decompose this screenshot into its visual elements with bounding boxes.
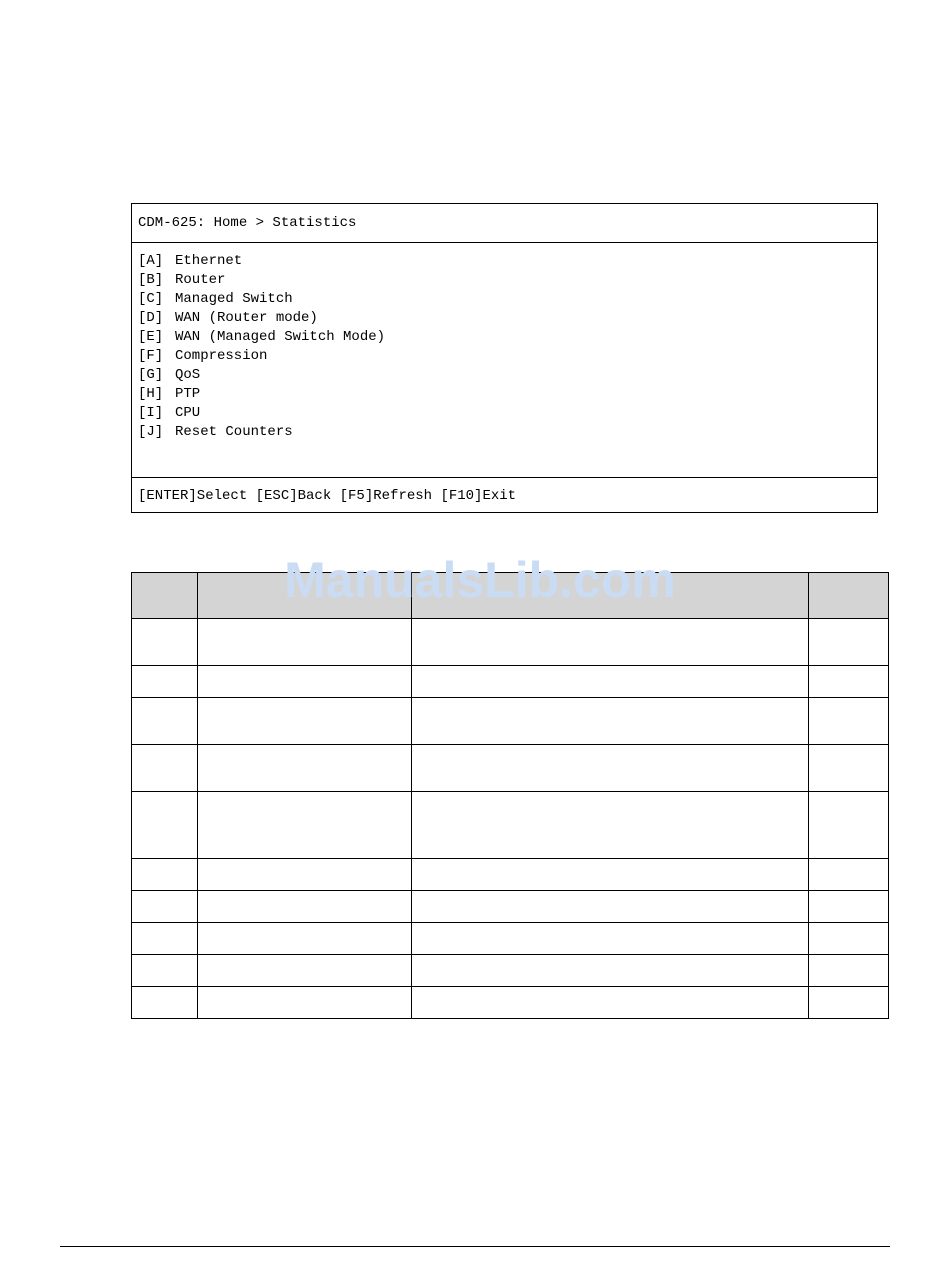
table-header-row xyxy=(132,573,889,619)
menu-item-cpu[interactable] xyxy=(138,404,385,423)
table-cell xyxy=(132,955,198,987)
table-cell xyxy=(132,619,198,666)
terminal-title-bar xyxy=(132,204,877,243)
page-footer-rule xyxy=(60,1246,890,1247)
menu-label: WAN (Router mode) xyxy=(175,310,318,326)
table-row xyxy=(132,698,889,745)
menu-key: [J] xyxy=(138,424,164,440)
table-cell xyxy=(198,792,412,859)
table-cell xyxy=(198,891,412,923)
menu-key: [E] xyxy=(138,329,164,345)
menu-key: [F] xyxy=(138,348,164,364)
table-cell xyxy=(198,619,412,666)
table-cell xyxy=(198,698,412,745)
header-cell xyxy=(412,573,809,619)
table-cell xyxy=(132,698,198,745)
menu-key: [B] xyxy=(138,272,164,288)
menu-key: [G] xyxy=(138,367,164,383)
table-cell xyxy=(809,987,889,1019)
table-row xyxy=(132,619,889,666)
menu-item-wan-managed-switch-mode[interactable] xyxy=(138,328,385,347)
menu-item-managed-switch[interactable] xyxy=(138,290,385,309)
table-cell xyxy=(809,955,889,987)
menu-label: CPU xyxy=(175,405,201,421)
table-cell xyxy=(412,891,809,923)
table-row xyxy=(132,792,889,859)
table-cell xyxy=(412,698,809,745)
table-row xyxy=(132,666,889,698)
table-cell xyxy=(412,745,809,792)
menu-key: [A] xyxy=(138,253,164,269)
table-cell xyxy=(809,698,889,745)
watermark: ManualsLib.com xyxy=(284,552,676,608)
menu-label: Ethernet xyxy=(175,253,243,269)
menu-label: Reset Counters xyxy=(175,424,293,440)
menu-item-reset-counters[interactable] xyxy=(138,423,385,442)
table-cell xyxy=(809,859,889,891)
table-row xyxy=(132,987,889,1019)
header-cell xyxy=(809,573,889,619)
table-cell xyxy=(198,955,412,987)
table-cell xyxy=(412,923,809,955)
menu-key: [C] xyxy=(138,291,164,307)
menu-label: Router xyxy=(175,272,226,288)
table-row xyxy=(132,859,889,891)
breadcrumb: CDM-625: Home > Statistics xyxy=(138,215,357,231)
table-cell xyxy=(198,987,412,1019)
menu-item-ptp[interactable] xyxy=(138,385,385,404)
menu-label: Compression xyxy=(175,348,268,364)
menu-item-wan-router-mode[interactable] xyxy=(138,309,385,328)
table-cell xyxy=(412,987,809,1019)
table-cell xyxy=(132,987,198,1019)
table-cell xyxy=(132,923,198,955)
table-cell xyxy=(412,955,809,987)
table-row xyxy=(132,891,889,923)
menu-item-ethernet[interactable] xyxy=(138,252,385,271)
key-help-text: [ENTER]Select [ESC]Back [F5]Refresh [F10]Exit xyxy=(138,488,517,504)
table-row xyxy=(132,745,889,792)
menu-label: Managed Switch xyxy=(175,291,293,307)
terminal-screen xyxy=(131,203,878,513)
table-cell xyxy=(412,859,809,891)
menu-item-qos[interactable] xyxy=(138,366,385,385)
menu-key: [D] xyxy=(138,310,164,326)
table-cell xyxy=(132,666,198,698)
menu-description-table xyxy=(131,572,889,1019)
terminal-key-help-bar xyxy=(132,477,877,514)
table-cell xyxy=(132,859,198,891)
menu-label: WAN (Managed Switch Mode) xyxy=(175,329,386,345)
table-cell xyxy=(412,619,809,666)
menu-label: QoS xyxy=(175,367,201,383)
table-cell xyxy=(809,923,889,955)
header-cell xyxy=(132,573,198,619)
menu-item-compression[interactable] xyxy=(138,347,385,366)
menu-label: PTP xyxy=(175,386,201,402)
table-cell xyxy=(809,666,889,698)
menu-key: [I] xyxy=(138,405,164,421)
table-cell xyxy=(412,666,809,698)
table-cell xyxy=(809,792,889,859)
table-cell xyxy=(412,792,809,859)
table-cell xyxy=(132,891,198,923)
menu-item-router[interactable] xyxy=(138,271,385,290)
table-row xyxy=(132,923,889,955)
table-row xyxy=(132,955,889,987)
menu-key: [H] xyxy=(138,386,164,402)
header-cell xyxy=(198,573,412,619)
table-cell xyxy=(198,745,412,792)
table-cell xyxy=(809,745,889,792)
table-cell xyxy=(198,923,412,955)
table-cell xyxy=(809,619,889,666)
table-cell xyxy=(198,666,412,698)
table-cell xyxy=(198,859,412,891)
table-cell xyxy=(132,745,198,792)
table-cell xyxy=(809,891,889,923)
statistics-menu xyxy=(138,252,385,442)
table-cell xyxy=(132,792,198,859)
